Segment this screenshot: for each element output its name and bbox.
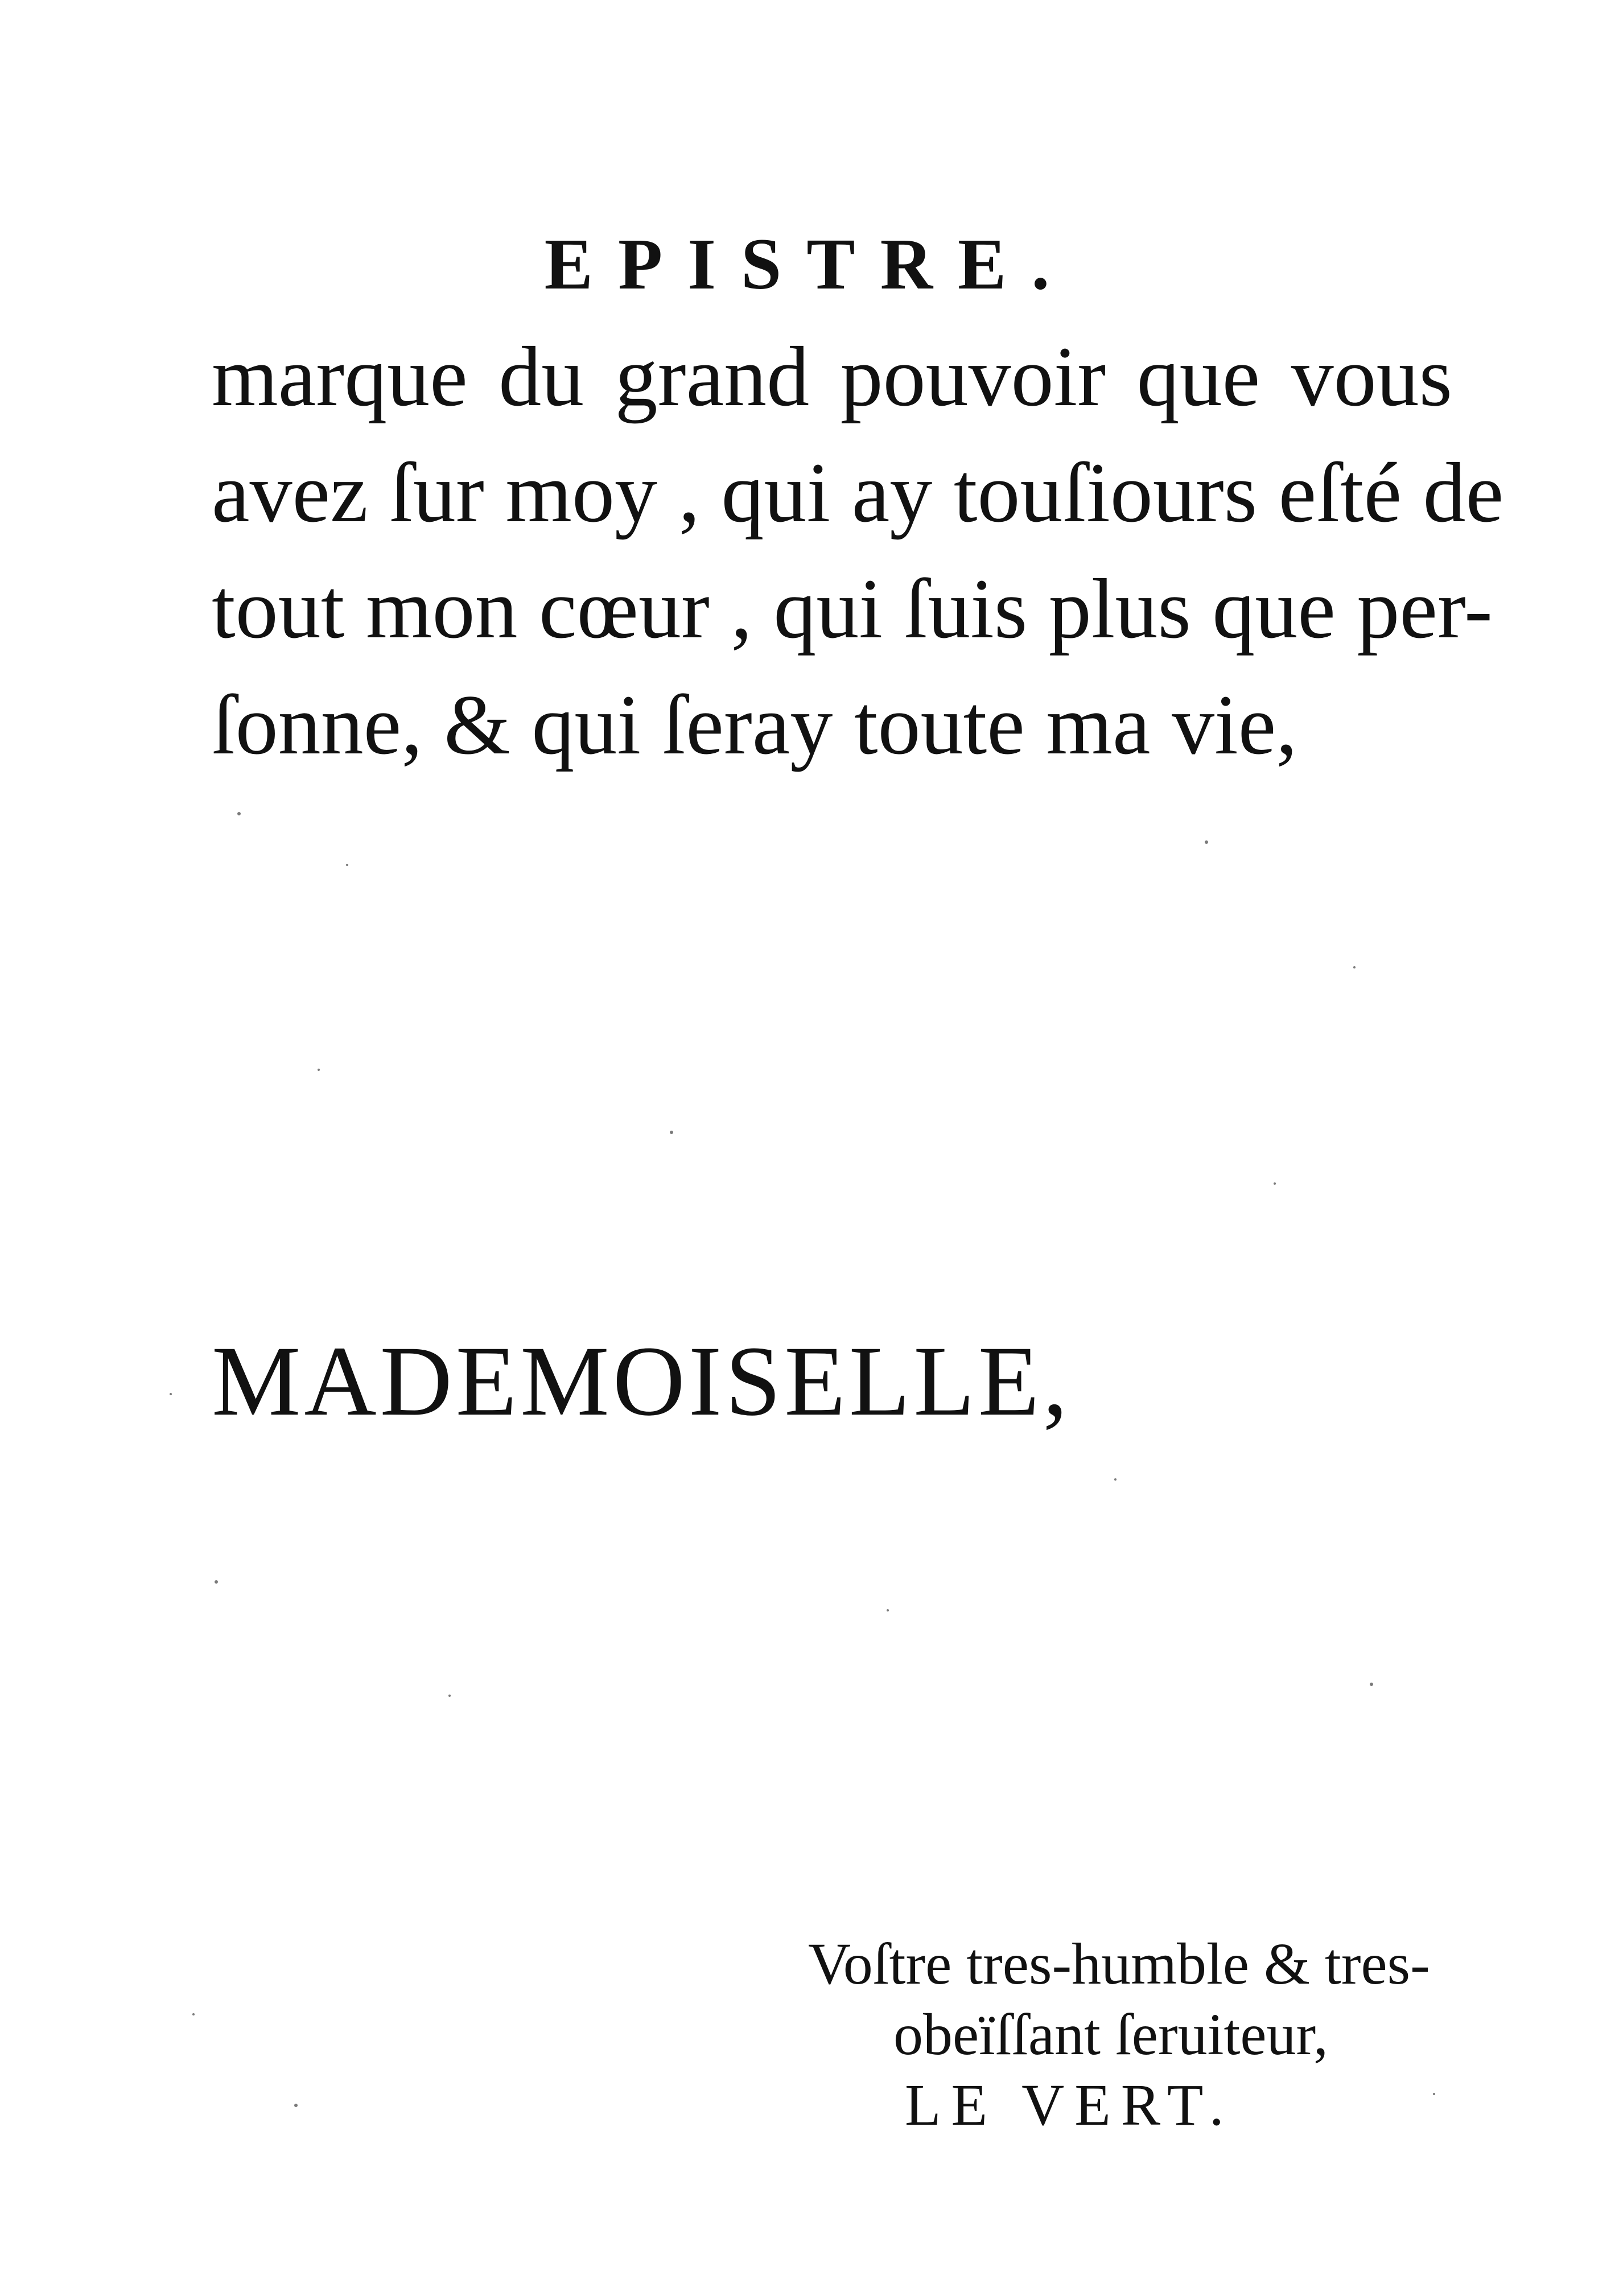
signature-block	[808, 1929, 1468, 2141]
signature-line: obeïſſant ſeruiteur,	[893, 2002, 1329, 2067]
epistle-body	[212, 319, 1504, 783]
page-header: EPISTRE.	[544, 224, 1075, 304]
body-line: marque du grand pouvoir que vous	[212, 329, 1452, 424]
body-line: ſonne, & qui ſeray toute ma vie,	[212, 678, 1297, 772]
signature-name: LE VERT.	[905, 2072, 1234, 2138]
body-line: avez ſur moy , qui ay touſiours eſté de	[212, 446, 1504, 540]
body-line: tout mon cœur , qui ſuis plus que per-	[212, 562, 1493, 656]
signature-line: Voſtre tres-humble & tres-	[808, 1931, 1430, 1997]
salutation: MADEMOISELLE,	[212, 1326, 1072, 1437]
